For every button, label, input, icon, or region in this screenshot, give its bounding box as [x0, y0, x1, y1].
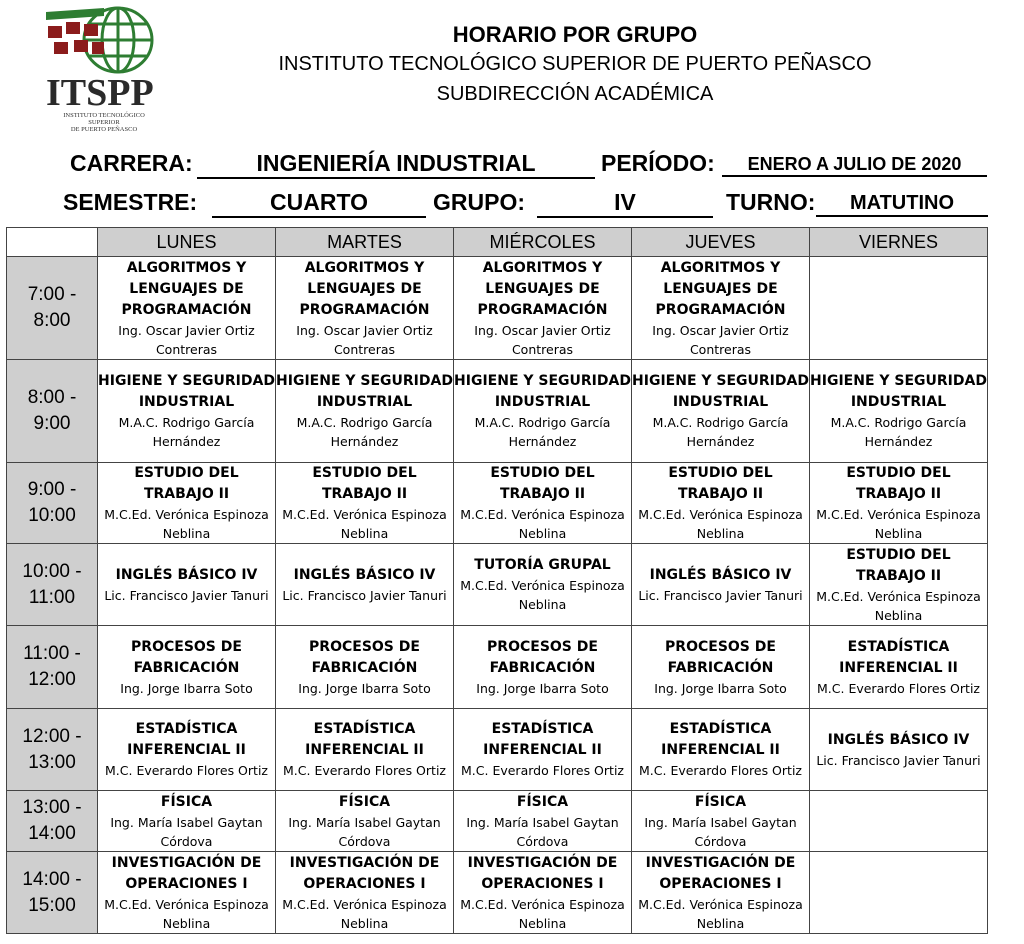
- class-cell: [98, 852, 276, 934]
- class-cell: [810, 257, 988, 360]
- page-title: HORARIO POR GRUPO: [452, 22, 698, 47]
- class-cell: [276, 257, 454, 360]
- subject-name: ALGORITMOS Y LENGUAJES DE PROGRAMACIÓN: [655, 259, 786, 318]
- class-cell: [632, 463, 810, 544]
- day-header: VIERNES: [810, 228, 988, 257]
- teacher-name: Ing. Jorge Ibarra Soto: [654, 680, 787, 696]
- teacher-name: M.C.Ed. Verónica Espinoza Neblina: [104, 507, 269, 541]
- teacher-name: M.C.Ed. Verónica Espinoza Neblina: [460, 507, 625, 541]
- teacher-name: Ing. María Isabel Gaytan Córdova: [110, 814, 263, 849]
- subject-name: ESTUDIO DEL TRABAJO II: [668, 465, 773, 502]
- class-cell: [632, 626, 810, 709]
- subject-name: ESTUDIO DEL TRABAJO II: [490, 465, 595, 502]
- subject-name: ESTUDIO DEL TRABAJO II: [846, 546, 951, 584]
- teacher-name: M.A.C. Rodrigo García Hernández: [652, 415, 789, 449]
- teacher-name: Ing. Oscar Javier Ortiz Contreras: [474, 322, 611, 357]
- class-cell: [810, 544, 988, 626]
- time-slot: 7:00 - 8:00: [7, 257, 98, 360]
- subject-name: ALGORITMOS Y LENGUAJES DE PROGRAMACIÓN: [299, 259, 430, 318]
- class-cell: [276, 852, 454, 934]
- subject-name: PROCESOS DE FABRICACIÓN: [131, 638, 242, 676]
- class-cell: [276, 360, 454, 463]
- teacher-name: Lic. Francisco Javier Tanuri: [282, 587, 447, 603]
- class-cell: [276, 544, 454, 626]
- corner-cell: [7, 228, 98, 257]
- carrera-label: CARRERA:: [70, 150, 193, 176]
- class-cell: [98, 257, 276, 360]
- teacher-name: M.C.Ed. Verónica Espinoza Neblina: [104, 896, 269, 931]
- logo-globe-icon: [26, 2, 166, 82]
- subject-name: PROCESOS DE FABRICACIÓN: [487, 638, 598, 676]
- grupo-value: IV: [537, 189, 713, 218]
- schedule-table: [6, 227, 988, 934]
- schedule-row: [7, 626, 988, 709]
- schedule-row: [7, 852, 988, 934]
- time-slot: 8:00 - 9:00: [7, 360, 98, 463]
- subject-name: INVESTIGACIÓN DE OPERACIONES I: [111, 854, 262, 892]
- class-cell: [810, 360, 988, 463]
- class-cell: [454, 626, 632, 709]
- grupo-label: GRUPO:: [433, 189, 525, 215]
- periodo-value: ENERO A JULIO DE 2020: [722, 154, 987, 177]
- subject-name: INGLÉS BÁSICO IV: [293, 566, 436, 583]
- periodo-label: PERÍODO:: [601, 150, 715, 176]
- turno-value: MATUTINO: [816, 192, 988, 217]
- teacher-name: M.C.Ed. Verónica Espinoza Neblina: [638, 507, 803, 541]
- teacher-name: M.A.C. Rodrigo García Hernández: [118, 415, 255, 449]
- subject-name: FÍSICA: [160, 793, 213, 810]
- teacher-name: M.C. Everardo Flores Ortiz: [105, 763, 268, 778]
- schedule-row: [7, 791, 988, 852]
- teacher-name: Ing. Oscar Javier Ortiz Contreras: [296, 322, 433, 357]
- institute-name: INSTITUTO TECNOLÓGICO SUPERIOR DE PUERTO PEÑASCO: [278, 53, 872, 75]
- teacher-name: Ing. Jorge Ibarra Soto: [298, 680, 431, 696]
- time-slot: 12:00 - 13:00: [7, 709, 98, 791]
- teacher-name: Ing. María Isabel Gaytan Córdova: [466, 814, 619, 849]
- class-cell: [810, 791, 988, 852]
- teacher-name: M.C. Everardo Flores Ortiz: [639, 763, 802, 778]
- subject-name: ESTUDIO DEL TRABAJO II: [312, 465, 417, 502]
- subject-name: FÍSICA: [516, 793, 569, 810]
- class-cell: [810, 852, 988, 934]
- semestre-value: CUARTO: [212, 189, 426, 218]
- schedule-row: [7, 544, 988, 626]
- teacher-name: M.C.Ed. Verónica Espinoza Neblina: [638, 896, 803, 931]
- subject-name: ESTUDIO DEL TRABAJO II: [846, 465, 951, 502]
- class-cell: [454, 463, 632, 544]
- teacher-name: Ing. Jorge Ibarra Soto: [476, 680, 609, 696]
- subject-name: INVESTIGACIÓN DE OPERACIONES I: [467, 854, 618, 892]
- day-header: JUEVES: [632, 228, 810, 257]
- teacher-name: M.C.Ed. Verónica Espinoza Neblina: [816, 588, 981, 623]
- subject-name: TUTORÍA GRUPAL: [474, 557, 611, 573]
- subject-name: INGLÉS BÁSICO IV: [115, 566, 258, 583]
- schedule-row: [7, 709, 988, 791]
- schedule-row: [7, 257, 988, 360]
- teacher-name: M.C.Ed. Verónica Espinoza Neblina: [282, 507, 447, 541]
- subject-name: ESTADÍSTICA INFERENCIAL II: [839, 638, 958, 676]
- subject-name: HIGIENE Y SEGURIDAD INDUSTRIAL: [810, 373, 987, 410]
- time-slot: 11:00 - 12:00: [7, 626, 98, 709]
- time-slot: 13:00 - 14:00: [7, 791, 98, 852]
- class-cell: [810, 709, 988, 791]
- teacher-name: Lic. Francisco Javier Tanuri: [816, 752, 981, 768]
- subject-name: ESTADÍSTICA INFERENCIAL II: [127, 721, 246, 758]
- time-slot: 14:00 - 15:00: [7, 852, 98, 934]
- teacher-name: Lic. Francisco Javier Tanuri: [104, 587, 269, 603]
- subject-name: INGLÉS BÁSICO IV: [649, 566, 792, 583]
- class-cell: [454, 360, 632, 463]
- time-slot: 9:00 - 10:00: [7, 463, 98, 544]
- class-cell: [632, 709, 810, 791]
- day-header-row: [7, 228, 988, 257]
- teacher-name: Ing. María Isabel Gaytan Córdova: [288, 814, 441, 849]
- subdirection-name: SUBDIRECCIÓN ACADÉMICA: [436, 83, 714, 105]
- carrera-value: INGENIERÍA INDUSTRIAL: [197, 150, 595, 179]
- day-header: MIÉRCOLES: [454, 228, 632, 257]
- class-cell: [276, 709, 454, 791]
- subject-name: HIGIENE Y SEGURIDAD INDUSTRIAL: [276, 373, 453, 410]
- teacher-name: M.C.Ed. Verónica Espinoza Neblina: [282, 896, 447, 931]
- teacher-name: M.C.Ed. Verónica Espinoza Neblina: [460, 578, 625, 612]
- class-cell: [98, 791, 276, 852]
- class-cell: [276, 791, 454, 852]
- schedule-body: [7, 257, 988, 934]
- subject-name: HIGIENE Y SEGURIDAD INDUSTRIAL: [98, 373, 275, 410]
- class-cell: [632, 360, 810, 463]
- day-header: MARTES: [276, 228, 454, 257]
- teacher-name: M.C. Everardo Flores Ortiz: [461, 763, 624, 778]
- institute-logo: [26, 2, 166, 133]
- teacher-name: Lic. Francisco Javier Tanuri: [638, 587, 803, 603]
- class-cell: [98, 544, 276, 626]
- class-cell: [98, 360, 276, 463]
- teacher-name: Ing. María Isabel Gaytan Córdova: [644, 814, 797, 849]
- teacher-name: M.A.C. Rodrigo García Hernández: [296, 415, 433, 449]
- teacher-name: M.C.Ed. Verónica Espinoza Neblina: [816, 507, 981, 541]
- class-cell: [98, 463, 276, 544]
- subject-name: PROCESOS DE FABRICACIÓN: [665, 638, 776, 676]
- teacher-name: Ing. Oscar Javier Ortiz Contreras: [118, 322, 255, 357]
- subject-name: ESTADÍSTICA INFERENCIAL II: [483, 721, 602, 758]
- subject-name: HIGIENE Y SEGURIDAD INDUSTRIAL: [632, 373, 809, 410]
- subject-name: ALGORITMOS Y LENGUAJES DE PROGRAMACIÓN: [121, 259, 252, 318]
- subject-name: FÍSICA: [694, 793, 747, 810]
- logo-text: ITSPP: [46, 72, 154, 114]
- teacher-name: M.C. Everardo Flores Ortiz: [283, 763, 446, 778]
- subject-name: INVESTIGACIÓN DE OPERACIONES I: [645, 854, 796, 892]
- teacher-name: Ing. Oscar Javier Ortiz Contreras: [652, 322, 789, 357]
- subject-name: INVESTIGACIÓN DE OPERACIONES I: [289, 854, 440, 892]
- teacher-name: Ing. Jorge Ibarra Soto: [120, 680, 253, 696]
- class-cell: [276, 463, 454, 544]
- class-cell: [98, 709, 276, 791]
- class-cell: [454, 852, 632, 934]
- class-cell: [632, 544, 810, 626]
- semestre-label: SEMESTRE:: [63, 189, 198, 215]
- class-cell: [454, 544, 632, 626]
- class-cell: [454, 791, 632, 852]
- time-slot: 10:00 - 11:00: [7, 544, 98, 626]
- class-cell: [632, 791, 810, 852]
- subject-name: FÍSICA: [338, 793, 391, 810]
- subject-name: ESTADÍSTICA INFERENCIAL II: [305, 721, 424, 758]
- teacher-name: M.C.Ed. Verónica Espinoza Neblina: [460, 896, 625, 931]
- class-cell: [632, 257, 810, 360]
- class-cell: [810, 463, 988, 544]
- class-cell: [454, 709, 632, 791]
- teacher-name: M.A.C. Rodrigo García Hernández: [474, 415, 611, 449]
- class-cell: [454, 257, 632, 360]
- class-cell: [632, 852, 810, 934]
- subject-name: ALGORITMOS Y LENGUAJES DE PROGRAMACIÓN: [477, 259, 608, 318]
- subject-name: HIGIENE Y SEGURIDAD INDUSTRIAL: [454, 373, 631, 410]
- class-cell: [98, 626, 276, 709]
- schedule-row: [7, 360, 988, 463]
- teacher-name: M.C. Everardo Flores Ortiz: [817, 680, 980, 696]
- logo-subtitle: INSTITUTO TECNOLÓGICO SUPERIOR DE PUERTO PEÑASCO: [63, 112, 145, 133]
- turno-label: TURNO:: [726, 189, 816, 215]
- schedule-row: [7, 463, 988, 544]
- class-cell: [276, 626, 454, 709]
- day-header: LUNES: [98, 228, 276, 257]
- subject-name: ESTADÍSTICA INFERENCIAL II: [661, 721, 780, 758]
- class-cell: [810, 626, 988, 709]
- subject-name: ESTUDIO DEL TRABAJO II: [134, 465, 239, 502]
- subject-name: INGLÉS BÁSICO IV: [827, 731, 970, 748]
- subject-name: PROCESOS DE FABRICACIÓN: [309, 638, 420, 676]
- teacher-name: M.A.C. Rodrigo García Hernández: [830, 415, 967, 449]
